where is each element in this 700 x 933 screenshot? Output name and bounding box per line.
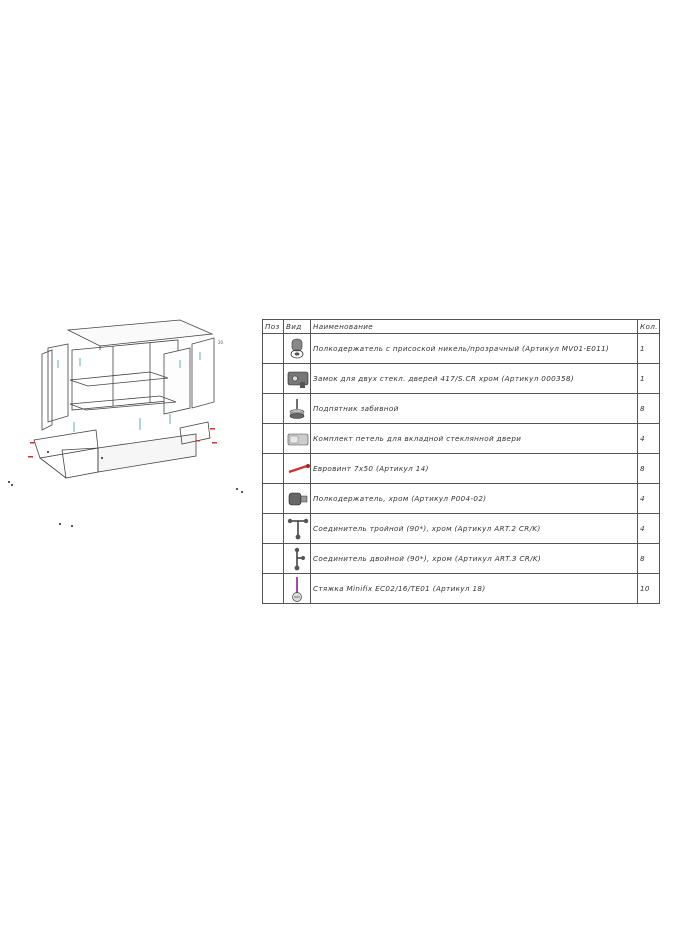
double-connector-icon [286,546,308,572]
shelf-holder-suction-icon [287,337,307,361]
table-row [263,424,660,454]
row-qty: 8 [638,454,660,484]
header-qty: Кол. [638,320,660,334]
table-row [263,574,660,604]
table-row [263,364,660,394]
row-name: Евровинт 7х50 (Артикул 14) [311,454,638,484]
table-row [263,484,660,514]
right-door [164,348,190,414]
glass-door-hinge-icon [286,428,310,450]
row-qty: 8 [638,394,660,424]
row-pos [263,454,284,484]
row-pos [263,514,284,544]
row-qty: 4 [638,514,660,544]
shelf-holder-chrome-icon [286,488,310,510]
header-view: Вид [284,320,311,334]
assembly-exploded-drawing [0,300,255,540]
furniture-glide-icon [287,397,307,421]
row-pos [263,484,284,514]
row-qty: 4 [638,484,660,514]
row-name: Полкодержатель, хром (Артикул P004-02) [311,484,638,514]
top-panel [68,320,212,346]
base-plinth [62,448,98,478]
row-name: Подпятник забивной [311,394,638,424]
row-pos [263,334,284,364]
row-name: Соединитель двойной (90*), хром (Артикул ART.3 CR/K) [311,544,638,574]
header-pos: Поз [263,320,284,334]
drawing-label: 20 [218,340,224,345]
right-side [192,338,214,408]
table-row [263,544,660,574]
row-qty: 1 [638,364,660,394]
row-name: Стяжка Minifix EC02/16/TE01 (Артикул 18) [311,574,638,604]
row-pos [263,364,284,394]
table-row [263,334,660,364]
header-name: Наименование [311,320,638,334]
base-left [34,430,98,458]
row-qty: 8 [638,544,660,574]
row-pos [263,394,284,424]
row-qty: 10 [638,574,660,604]
row-qty: 4 [638,424,660,454]
parts-table [262,319,660,604]
glass-shelf [70,372,168,386]
row-name: Соединитель тройной (90*), хром (Артикул ART.2 CR/K) [311,514,638,544]
euroscrew-icon [286,458,311,480]
table-row [263,514,660,544]
glass-door-lock-icon [286,368,310,390]
row-pos [263,544,284,574]
row-pos [263,574,284,604]
table-row [263,394,660,424]
table-header-row [263,320,660,334]
minifix-cam-icon [287,575,307,603]
table-row [263,454,660,484]
row-name: Полкодержатель с присоской никель/прозрачный (Артикул MV01-E011) [311,334,638,364]
left-door [48,344,68,422]
row-name: Комплект петель для вкладной стеклянной двери [311,424,638,454]
row-pos [263,424,284,454]
triple-connector-icon [286,516,310,542]
row-qty: 1 [638,334,660,364]
row-name: Замок для двух стекл. дверей 417/S.CR хром (Артикул 000358) [311,364,638,394]
lower-shelf [70,396,176,410]
